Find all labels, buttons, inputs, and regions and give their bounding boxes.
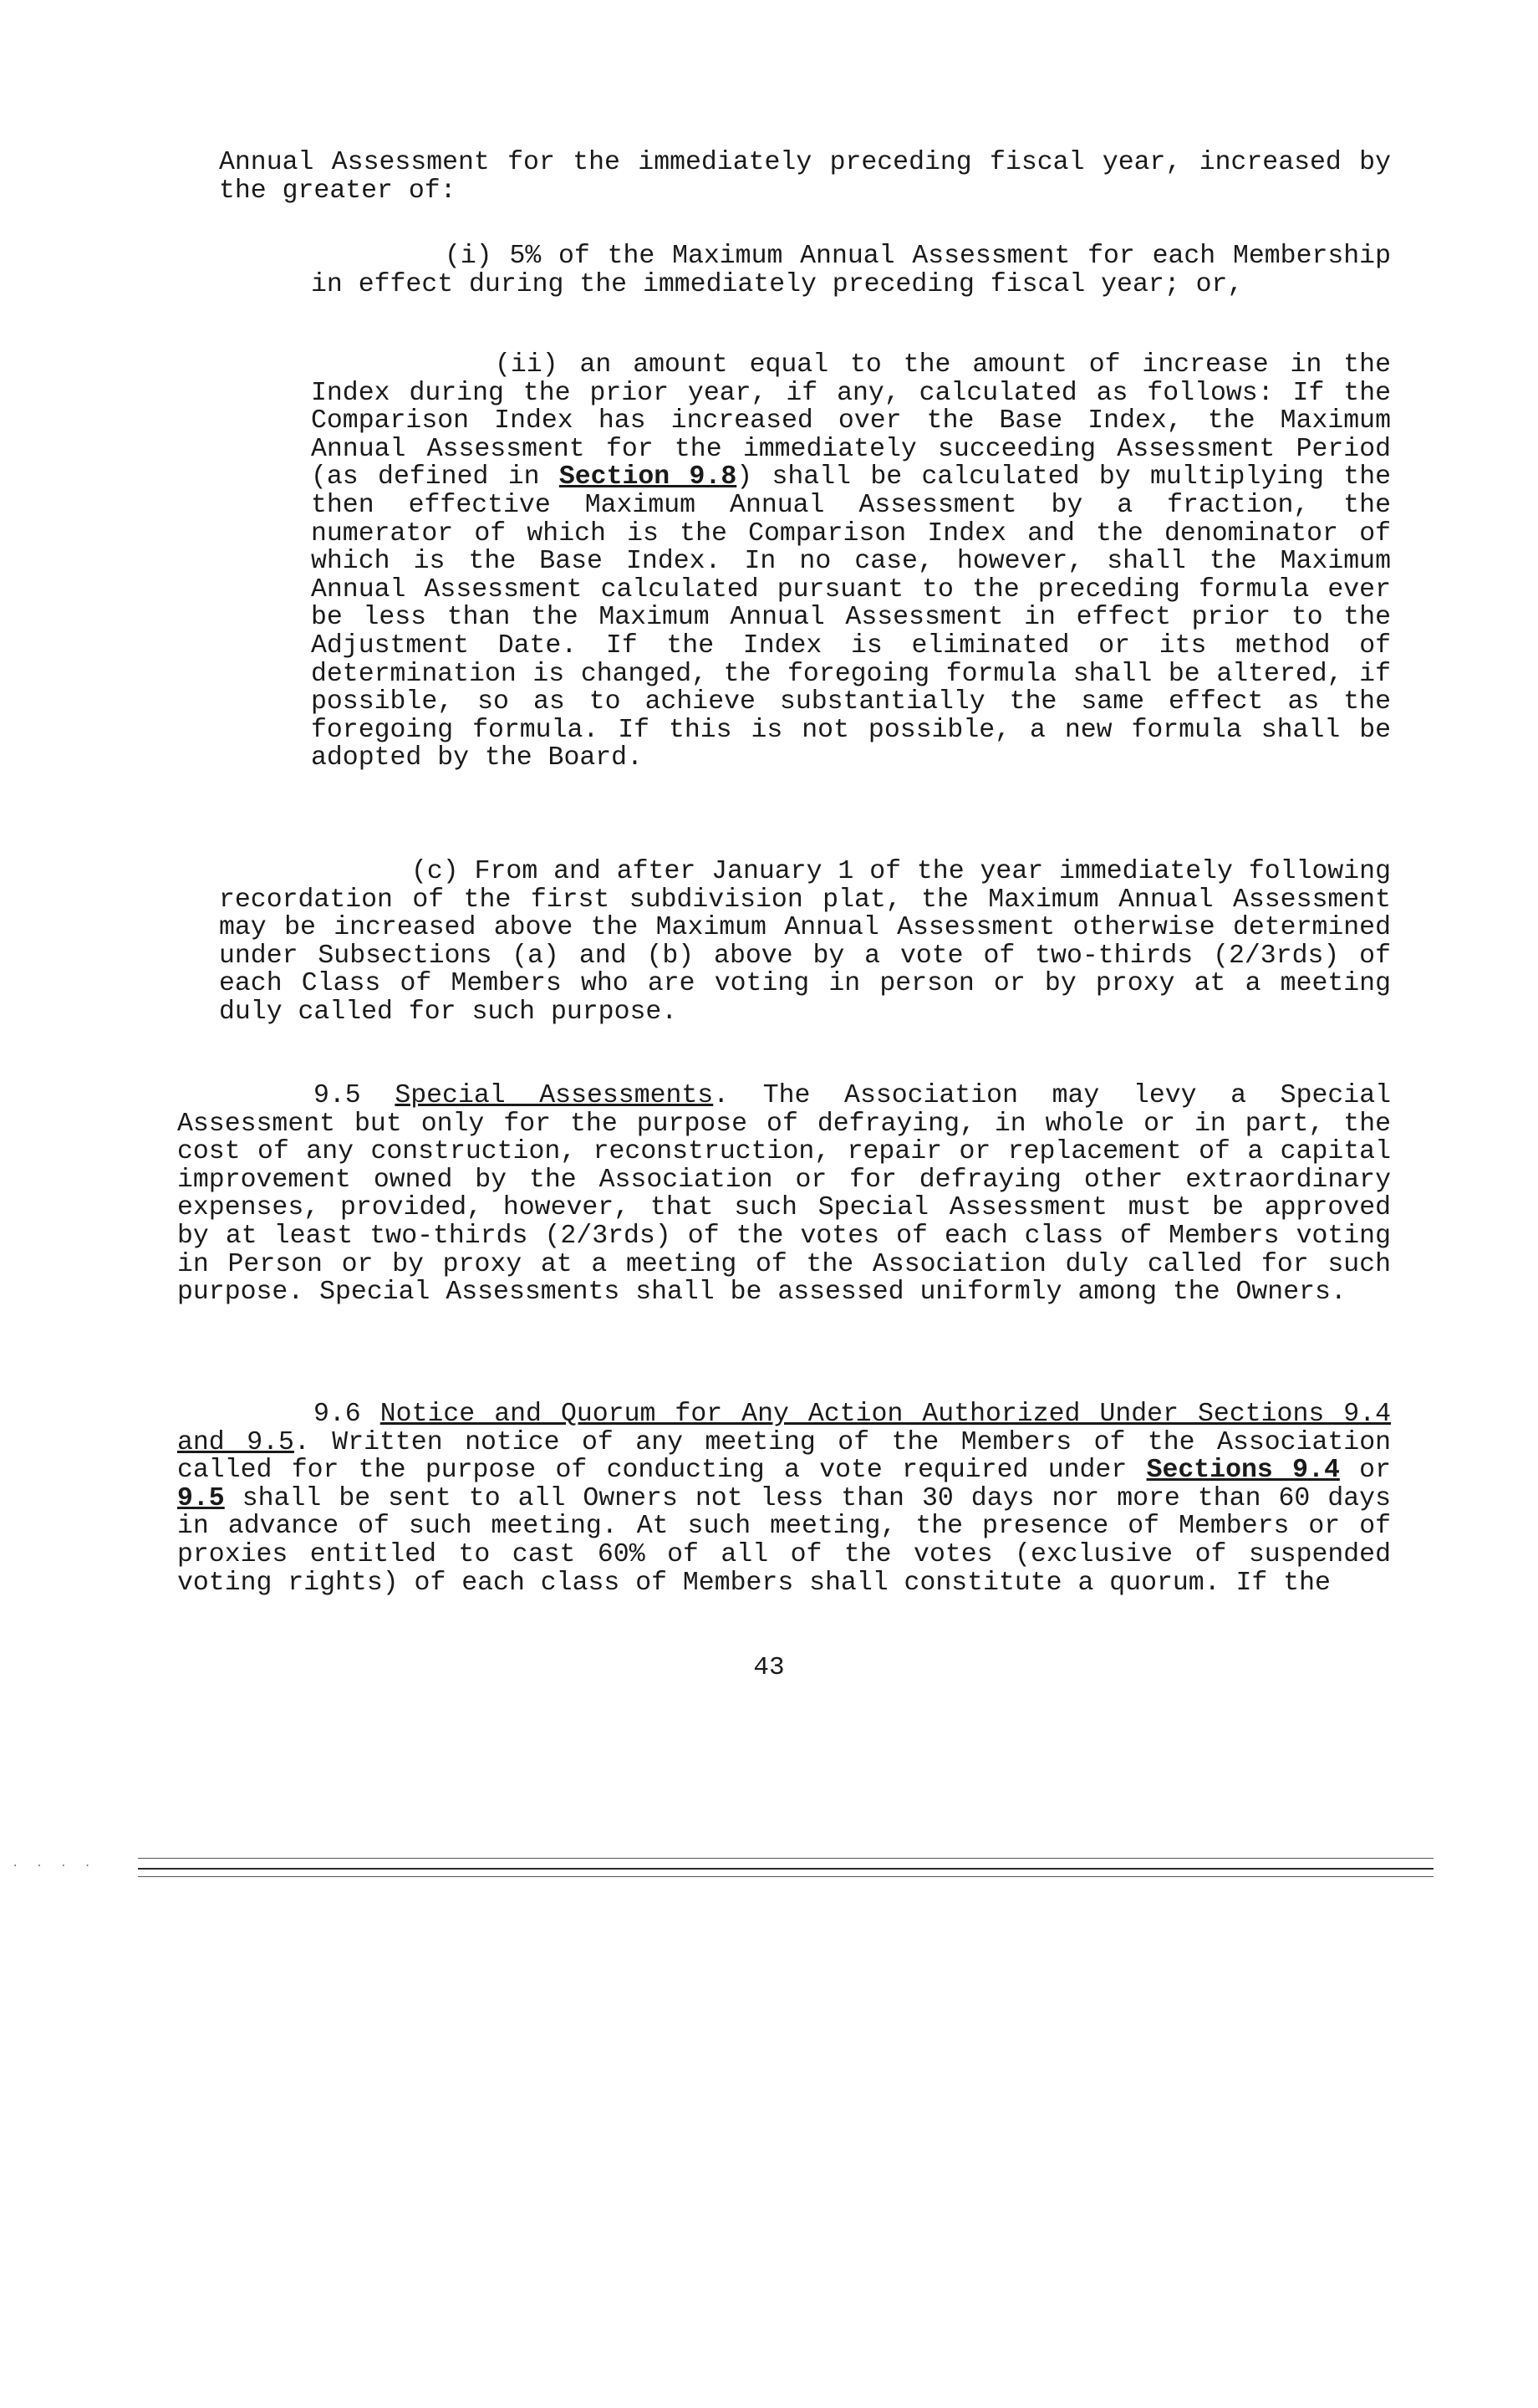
section-9-6-text-2: or xyxy=(1339,1456,1391,1486)
footer-rule xyxy=(138,1876,1434,1877)
intro-paragraph xyxy=(0,149,1538,205)
subsection-c-text: (c) From and after January 1 of the year immediately following recordation of the first subdivision plat, the Maximum Annual Assessment may be increased above the Maximum Annual Assessment otherwise determined under Subsections (a) and (b) above by a vote of two-thirds (2/3rds) of each Class of Members who are voting in person or by proxy at a meeting duly called for such purpose. xyxy=(219,857,1391,1027)
clause-ii-paragraph xyxy=(0,351,1538,773)
footer-rule xyxy=(138,1858,1434,1859)
section-9-5-paragraph xyxy=(0,1082,1538,1307)
section-9-6-heading: Notice and Quorum for Any Action Authorized Under Sections 9.4 and 9.5 xyxy=(177,1400,1391,1457)
clause-i-text: (i) 5% of the Maximum Annual Assessment for each Membership in effect during the immediately preceding fiscal year; or, xyxy=(311,242,1391,299)
section-9-8-reference: Section 9.8 xyxy=(558,462,737,492)
section-9-6-text-1: . Written notice of any meeting of the Members of the Association called for the purpose of conducting a vote required under xyxy=(177,1427,1391,1486)
clause-ii-text-2: ) shall be calculated by multiplying the then effective Maximum Annual Assessment by a fraction, the numerator of which is the Comparison Index and the denominator of which is the Base Index. In no case, however, shall the Maximum Annual Assessment calculated pursuant to the preceding formula ever be less than the Maximum Annual Assessment in effect prior to the Adjustment Date. If the Index is eliminated or its method of determination is changed, the foregoing formula shall be altered, if possible, so as to achieve substantially the same effect as the foregoing formula. If this is not possible, a new formula shall be adopted by the Board. xyxy=(311,462,1392,773)
scan-artifact: · · · · xyxy=(12,1860,96,1873)
section-9-6-number: 9.6 xyxy=(313,1400,361,1429)
page-number: 43 xyxy=(753,1653,785,1682)
section-9-6-paragraph xyxy=(0,1400,1538,1597)
clause-i-paragraph xyxy=(0,242,1538,298)
footer-rule xyxy=(138,1868,1434,1870)
section-9-5-number: 9.5 xyxy=(313,1081,361,1110)
section-9-6-text-3: shall be sent to all Owners not less than 30 days nor more than 60 days in advance of such meeting. At such meeting, the presence of Members or of proxies entitled to cast 60% of all of the votes (exclusive of suspended voting rights) of each class of Members shall constitute a quorum. If the xyxy=(177,1483,1391,1598)
subsection-c-paragraph xyxy=(0,858,1538,1027)
intro-text: Annual Assessment for the immediately preceding fiscal year, increased by the greater of: xyxy=(219,148,1391,206)
clause-ii-text-1: (ii) an amount equal to the amount of increase in the Index during the prior year, if any, calculated as follows: If the Comparison Index has increased over the Base Index, the Maximum Annual Assessment for the immediately succeeding Assessment Period (as defined in xyxy=(311,350,1391,492)
sections-9-4-reference: Sections 9.4 xyxy=(1146,1456,1340,1486)
section-9-5-reference: 9.5 xyxy=(177,1483,225,1513)
section-9-5-text: . The Association may levy a Special Assessment but only for the purpose of defraying, in whole or in part, the cost of any construction, reconstruction, repair or replacement of a capital improvement owned by the Association or for defraying other extraordinary expenses, provided, however, that such Special Assessment must be approved by at least two-thirds (2/3rds) of the votes of each class of Members voting in Person or by proxy at a meeting of the Association duly called for such purpose. Special Assessments shall be assessed uniformly among the Owners. xyxy=(177,1081,1391,1308)
section-9-5-heading: Special Assessments xyxy=(395,1081,714,1110)
